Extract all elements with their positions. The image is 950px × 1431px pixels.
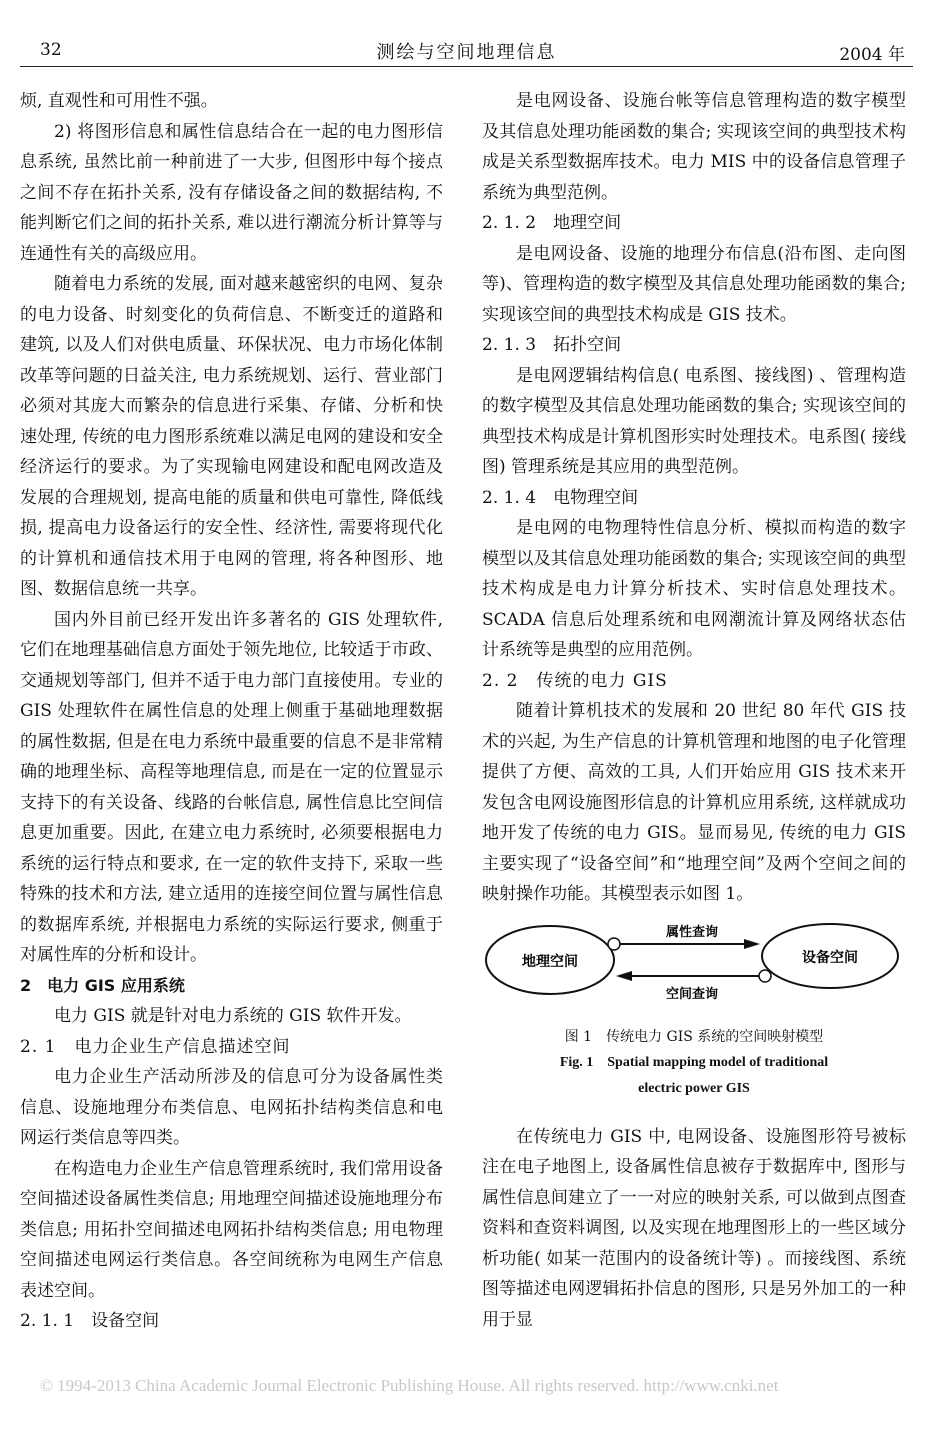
page-header [20,36,913,67]
paragraph: 是电网设备、设施的地理分布信息(沿布图、走向图等)、管理构造的数字模型及其信息处理功能函数的集合; 实现该空间的典型技术构成是 GIS 技术。 [482,243,906,325]
paragraph: 电力企业生产活动所涉及的信息可分为设备属性类信息、设施地理分布类信息、电网拓扑结构类信息和电网运行类信息等四类。 [20,1067,443,1148]
attribute-query-label: 属性查询 [665,924,719,940]
publication-year: 2004 年 [839,45,905,65]
right-column [482,86,906,1335]
caption-english-line-1: Fig. 1 Spatial mapping model of traditional [559,1054,829,1070]
subsection-heading: 2. 2 传统的电力 GIS [482,670,668,691]
subsubsection-heading: 2. 1. 3 拓扑空间 [482,335,622,355]
connector-circle-icon [759,970,771,982]
paragraph: 是电网设备、设施台帐等信息管理构造的数字模型及其信息处理功能函数的集合; 实现该空间的典型技术构成是关系型数据库技术。电力 MIS 中的设备信息管理子系统为典型范例。 [482,91,906,203]
spatial-query-label: 空间查询 [665,986,719,1002]
copyright-watermark: © 1994-2013 China Academic Journal Electronic Publishing House. All rights reserved. http://www.cnki.net [40,1376,779,1395]
paragraph: 电力 GIS 就是针对电力系统的 GIS 软件开发。 [54,1006,412,1026]
subsubsection-heading: 2. 1. 4 电物理空间 [482,487,639,508]
paragraph: 是电网的电物理特性信息分析、模拟而构造的数字模型以及其信息处理功能函数的集合; 实现该空间的典型技术构成是电力计算分析技术、实时信息处理技术。SCADA 信息后处理系统和电网潮流计算及网络状态估计系统等是典型的应用范例。 [482,518,906,660]
paragraph: 2) 将图形信息和属性信息结合在一起的电力图形信息系统, 虽然比前一种前进了一大步, 但图形中每个接点之间不存在拓扑关系, 没有存储设备之间的数据结构, 不能判断它们之间的拓扑关系, 难以进行潮流分析计算等与连通性有关的高级应用。 [20,121,443,264]
paragraph: 国内外目前已经开发出许多著名的 GIS 处理软件, 它们在地理基础信息方面处于领先地位, 比较适于市政、交通规划等部门, 但并不适于电力部门直接使用。专业的 GIS 处理软件在属性信息的处理上侧重于基础地理数据的属性数据, 但是在电力系统中最重要的信息不是非常精确的地理坐标、高程等地理信息, 而是在一定的位置显示支持下的有关设备、线路的台帐信息, 属性信息比空间信息更加重要。因此, 在建立电力系统时, 必须要根据电力系统的运行特点和要求, 在一定的软件支持下, 采取一些特殊的技术和方法, 建立适用的连接空间位置与属性信息的数据库系统, 并根据电力系统的实际运行要求, 侧重于对属性库的分析和设计。 [20,609,443,965]
journal-title: 测绘与空间地理信息 [376,42,557,63]
paragraph: 在传统电力 GIS 中, 电网设备、设施图形符号被标注在电子地图上, 设备属性信息被存于数据库中, 图形与属性信息间建立了一一对应的映射关系, 可以做到点图查资料和查资料调图, 以及实现在地理图形上的一些区域分析功能( 如某一范围内的设备统计等) 。而接线图、系统图等描述电网逻辑拓扑信息的图形, 只是另外加工的一种用于显 [482,1126,906,1330]
equipment-space-label: 设备空间 [802,949,858,966]
arrow-head-icon [744,939,760,949]
section-heading: 2 电力 GIS 应用系统 [20,975,185,995]
connector-circle-icon [608,938,620,950]
paragraph: 是电网逻辑结构信息( 电系图、接线图) 、管理构造的数字模型及其信息处理功能函数的集合; 实现该空间的典型技术构成是计算机图形实时处理技术。电系图( 接线图) 管理系统是其应用的典型范例。 [482,365,906,477]
paragraph: 在构造电力企业生产信息管理系统时, 我们常用设备空间描述设备属性类信息; 用地理空间描述设施地理分布类信息; 用拓扑空间描述电网拓扑结构类信息; 用电物理空间描述电网运行类信息。各空间统称为电网生产信息表述空间。 [20,1158,443,1301]
spatial-mapping-diagram [482,914,906,1004]
subsection-heading: 2. 1 电力企业生产信息描述空间 [20,1036,291,1057]
geographic-space-label: 地理空间 [522,953,578,970]
paragraph: 随着电力系统的发展, 面对越来越密织的电网、复杂的电力设备、时刻变化的负荷信息、不断变迁的道路和建筑, 以及人们对供电质量、环保状况、电力市场化体制改革等问题的日益关注, 电力系统规划、运行、营业部门必须对其庞大而繁杂的信息进行采集、存储、分析和快速处理, 传统的电力图形系统难以满足电网的建设和安全经济运行的要求。为了实现输电网建设和配电网改造及发展的合理规划, 提高电能的质量和供电可靠性, 降低线损, 提高电力设备运行的安全性、经济性, 需要将现代化的计算机和通信技术用于电网的管理, 将各种图形、地图、数据信息统一共享。 [20,274,443,599]
figure-1 [482,914,906,1004]
caption-chinese: 图 1 传统电力 GIS 系统的空间映射模型 [564,1028,824,1045]
arrow-head-icon [616,971,632,981]
paragraph: 烦, 直观性和可用性不强。 [20,91,218,111]
page-number: 32 [40,40,62,60]
subsubsection-heading: 2. 1. 1 设备空间 [20,1311,160,1331]
subsubsection-heading: 2. 1. 2 地理空间 [482,213,622,233]
left-column [20,86,443,1337]
paragraph: 随着计算机技术的发展和 20 世纪 80 年代 GIS 技术的兴起, 为生产信息的计算机管理和地图的电子化管理提供了方便、高效的工具, 人们开始应用 GIS 技术来开发包含电网设施图形信息的计算机应用系统, 这样就成功地开发了传统的电力 GIS。显而易见, 传统的电力 GIS 主要实现了“设备空间”和“地理空间”及两个空间之间的映射操作功能。其模型表示如图 1。 [482,701,906,904]
figure-caption [482,1024,906,1102]
caption-english-line-2: electric power GIS [638,1080,750,1096]
